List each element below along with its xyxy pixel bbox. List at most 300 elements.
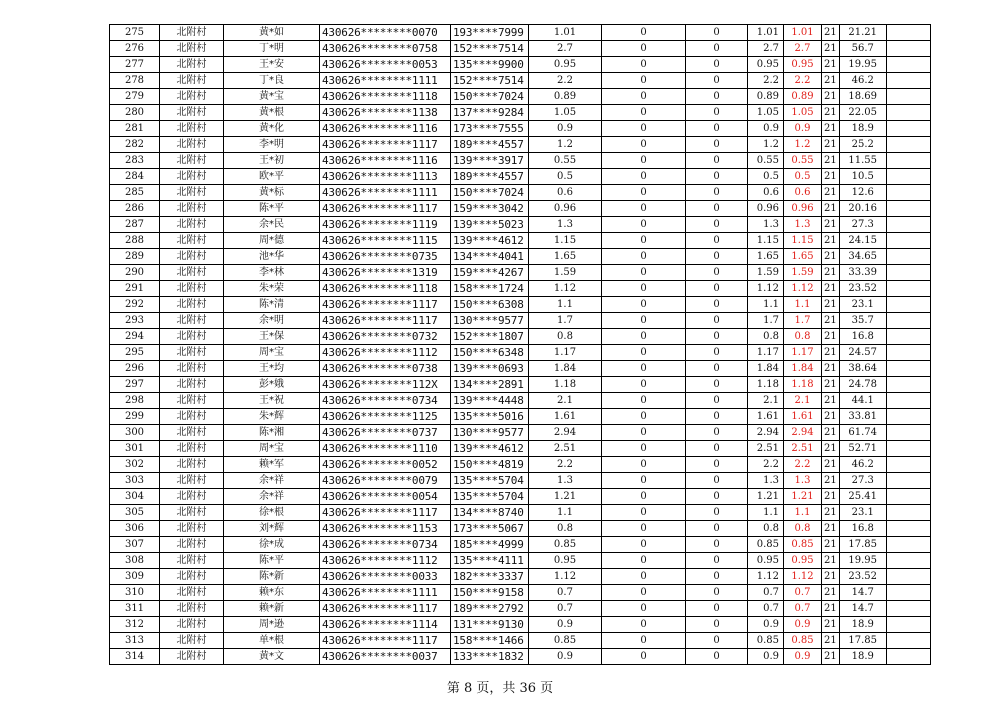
- empty-cell: [886, 633, 930, 649]
- table-row: [110, 185, 931, 201]
- rate-cell: 21: [822, 169, 840, 185]
- empty-cell: [886, 169, 930, 185]
- col-b-cell: 0: [686, 105, 748, 121]
- subtotal-cell: 0.95: [748, 553, 784, 569]
- phone-cell: 135****4111: [451, 553, 529, 569]
- subtotal-cell: 0.89: [748, 89, 784, 105]
- id-number-cell: 430626********1138: [320, 105, 451, 121]
- phone-cell: 150****6348: [451, 345, 529, 361]
- name-cell: 赖*东: [224, 585, 320, 601]
- name-cell: 余*民: [224, 217, 320, 233]
- rate-cell: 21: [822, 521, 840, 537]
- id-number-cell: 430626********1112: [320, 345, 451, 361]
- col-a-cell: 0: [602, 633, 686, 649]
- col-b-cell: 0: [686, 73, 748, 89]
- subtotal-cell: 0.9: [748, 617, 784, 633]
- rate-cell: 21: [822, 425, 840, 441]
- name-cell: 余*祥: [224, 489, 320, 505]
- area-cell: 2.94: [529, 425, 602, 441]
- table-row: [110, 585, 931, 601]
- col-b-cell: 0: [686, 649, 748, 665]
- confirmed-area-cell: 2.2: [784, 73, 822, 89]
- table-row: [110, 345, 931, 361]
- amount-cell: 27.3: [839, 473, 886, 489]
- row-index-cell: 314: [110, 649, 160, 665]
- subtotal-cell: 2.1: [748, 393, 784, 409]
- rate-cell: 21: [822, 201, 840, 217]
- rate-cell: 21: [822, 633, 840, 649]
- area-cell: 1.15: [529, 233, 602, 249]
- subtotal-cell: 1.15: [748, 233, 784, 249]
- village-cell: 北附村: [160, 233, 224, 249]
- amount-cell: 61.74: [839, 425, 886, 441]
- row-index-cell: 308: [110, 553, 160, 569]
- table-row: [110, 569, 931, 585]
- phone-cell: 150****7024: [451, 89, 529, 105]
- empty-cell: [886, 201, 930, 217]
- area-cell: 0.7: [529, 585, 602, 601]
- subtotal-cell: 0.6: [748, 185, 784, 201]
- table-row: [110, 153, 931, 169]
- row-index-cell: 275: [110, 25, 160, 41]
- table-row: [110, 473, 931, 489]
- name-cell: 周*逊: [224, 617, 320, 633]
- phone-cell: 185****4999: [451, 537, 529, 553]
- rate-cell: 21: [822, 409, 840, 425]
- row-index-cell: 278: [110, 73, 160, 89]
- col-a-cell: 0: [602, 313, 686, 329]
- name-cell: 王*祝: [224, 393, 320, 409]
- col-b-cell: 0: [686, 537, 748, 553]
- village-cell: 北附村: [160, 505, 224, 521]
- id-number-cell: 430626********1117: [320, 313, 451, 329]
- name-cell: 丁*明: [224, 41, 320, 57]
- col-b-cell: 0: [686, 25, 748, 41]
- rate-cell: 21: [822, 121, 840, 137]
- area-cell: 1.3: [529, 217, 602, 233]
- col-a-cell: 0: [602, 377, 686, 393]
- row-index-cell: 300: [110, 425, 160, 441]
- area-cell: 2.2: [529, 73, 602, 89]
- village-cell: 北附村: [160, 441, 224, 457]
- col-a-cell: 0: [602, 121, 686, 137]
- area-cell: 1.1: [529, 297, 602, 313]
- amount-cell: 35.7: [839, 313, 886, 329]
- table-row: [110, 329, 931, 345]
- id-number-cell: 430626********1125: [320, 409, 451, 425]
- subtotal-cell: 1.21: [748, 489, 784, 505]
- col-b-cell: 0: [686, 441, 748, 457]
- empty-cell: [886, 137, 930, 153]
- col-b-cell: 0: [686, 345, 748, 361]
- phone-cell: 150****7024: [451, 185, 529, 201]
- rate-cell: 21: [822, 57, 840, 73]
- col-a-cell: 0: [602, 505, 686, 521]
- village-cell: 北附村: [160, 217, 224, 233]
- confirmed-area-cell: 0.55: [784, 153, 822, 169]
- empty-cell: [886, 281, 930, 297]
- village-cell: 北附村: [160, 105, 224, 121]
- rate-cell: 21: [822, 281, 840, 297]
- row-index-cell: 277: [110, 57, 160, 73]
- name-cell: 黄*如: [224, 25, 320, 41]
- confirmed-area-cell: 1.12: [784, 281, 822, 297]
- row-index-cell: 279: [110, 89, 160, 105]
- id-number-cell: 430626********0758: [320, 41, 451, 57]
- table-row: [110, 265, 931, 281]
- area-cell: 0.96: [529, 201, 602, 217]
- col-b-cell: 0: [686, 585, 748, 601]
- row-index-cell: 313: [110, 633, 160, 649]
- amount-cell: 23.1: [839, 297, 886, 313]
- amount-cell: 22.05: [839, 105, 886, 121]
- empty-cell: [886, 249, 930, 265]
- col-b-cell: 0: [686, 425, 748, 441]
- area-cell: 1.65: [529, 249, 602, 265]
- table-row: [110, 649, 931, 665]
- subtotal-cell: 0.85: [748, 537, 784, 553]
- col-a-cell: 0: [602, 105, 686, 121]
- table-row: [110, 521, 931, 537]
- subtotal-cell: 0.95: [748, 57, 784, 73]
- name-cell: 徐*根: [224, 505, 320, 521]
- row-index-cell: 310: [110, 585, 160, 601]
- empty-cell: [886, 553, 930, 569]
- empty-cell: [886, 473, 930, 489]
- empty-cell: [886, 57, 930, 73]
- col-b-cell: 0: [686, 601, 748, 617]
- empty-cell: [886, 121, 930, 137]
- confirmed-area-cell: 1.01: [784, 25, 822, 41]
- col-a-cell: 0: [602, 617, 686, 633]
- subtotal-cell: 1.1: [748, 505, 784, 521]
- village-cell: 北附村: [160, 393, 224, 409]
- rate-cell: 21: [822, 297, 840, 313]
- phone-cell: 133****1832: [451, 649, 529, 665]
- amount-cell: 33.81: [839, 409, 886, 425]
- col-b-cell: 0: [686, 57, 748, 73]
- rate-cell: 21: [822, 473, 840, 489]
- empty-cell: [886, 105, 930, 121]
- table-row: [110, 537, 931, 553]
- col-a-cell: 0: [602, 585, 686, 601]
- subtotal-cell: 1.05: [748, 105, 784, 121]
- table-row: [110, 57, 931, 73]
- table-row: [110, 169, 931, 185]
- id-number-cell: 430626********1115: [320, 233, 451, 249]
- phone-cell: 137****9284: [451, 105, 529, 121]
- table-row: [110, 633, 931, 649]
- empty-cell: [886, 377, 930, 393]
- col-a-cell: 0: [602, 265, 686, 281]
- amount-cell: 18.9: [839, 649, 886, 665]
- rate-cell: 21: [822, 265, 840, 281]
- empty-cell: [886, 601, 930, 617]
- rate-cell: 21: [822, 41, 840, 57]
- empty-cell: [886, 73, 930, 89]
- phone-cell: 150****9158: [451, 585, 529, 601]
- village-cell: 北附村: [160, 553, 224, 569]
- confirmed-area-cell: 1.59: [784, 265, 822, 281]
- name-cell: 陈*新: [224, 569, 320, 585]
- amount-cell: 25.41: [839, 489, 886, 505]
- name-cell: 朱*荣: [224, 281, 320, 297]
- phone-cell: 135****5704: [451, 473, 529, 489]
- confirmed-area-cell: 1.21: [784, 489, 822, 505]
- id-number-cell: 430626********1117: [320, 297, 451, 313]
- confirmed-area-cell: 2.94: [784, 425, 822, 441]
- subtotal-cell: 1.2: [748, 137, 784, 153]
- subtotal-cell: 1.01: [748, 25, 784, 41]
- row-index-cell: 296: [110, 361, 160, 377]
- table-row: [110, 377, 931, 393]
- confirmed-area-cell: 1.18: [784, 377, 822, 393]
- col-b-cell: 0: [686, 569, 748, 585]
- rate-cell: 21: [822, 489, 840, 505]
- col-b-cell: 0: [686, 41, 748, 57]
- rate-cell: 21: [822, 153, 840, 169]
- col-b-cell: 0: [686, 329, 748, 345]
- row-index-cell: 294: [110, 329, 160, 345]
- village-cell: 北附村: [160, 57, 224, 73]
- village-cell: 北附村: [160, 169, 224, 185]
- area-cell: 0.9: [529, 617, 602, 633]
- name-cell: 黄*文: [224, 649, 320, 665]
- col-b-cell: 0: [686, 617, 748, 633]
- name-cell: 陈*平: [224, 201, 320, 217]
- village-cell: 北附村: [160, 201, 224, 217]
- row-index-cell: 287: [110, 217, 160, 233]
- empty-cell: [886, 409, 930, 425]
- empty-cell: [886, 393, 930, 409]
- col-b-cell: 0: [686, 185, 748, 201]
- rate-cell: 21: [822, 393, 840, 409]
- area-cell: 2.7: [529, 41, 602, 57]
- row-index-cell: 301: [110, 441, 160, 457]
- col-b-cell: 0: [686, 489, 748, 505]
- row-index-cell: 298: [110, 393, 160, 409]
- village-cell: 北附村: [160, 473, 224, 489]
- col-b-cell: 0: [686, 505, 748, 521]
- col-a-cell: 0: [602, 649, 686, 665]
- confirmed-area-cell: 0.95: [784, 57, 822, 73]
- area-cell: 0.7: [529, 601, 602, 617]
- id-number-cell: 430626********112X: [320, 377, 451, 393]
- col-a-cell: 0: [602, 441, 686, 457]
- rate-cell: 21: [822, 649, 840, 665]
- row-index-cell: 312: [110, 617, 160, 633]
- col-a-cell: 0: [602, 25, 686, 41]
- rate-cell: 21: [822, 249, 840, 265]
- subtotal-cell: 0.9: [748, 121, 784, 137]
- id-number-cell: 430626********1116: [320, 121, 451, 137]
- col-b-cell: 0: [686, 89, 748, 105]
- id-number-cell: 430626********0037: [320, 649, 451, 665]
- subtotal-cell: 0.7: [748, 585, 784, 601]
- empty-cell: [886, 457, 930, 473]
- village-cell: 北附村: [160, 633, 224, 649]
- phone-cell: 130****9577: [451, 313, 529, 329]
- amount-cell: 14.7: [839, 585, 886, 601]
- village-cell: 北附村: [160, 377, 224, 393]
- row-index-cell: 280: [110, 105, 160, 121]
- phone-cell: 134****2891: [451, 377, 529, 393]
- col-a-cell: 0: [602, 601, 686, 617]
- col-b-cell: 0: [686, 553, 748, 569]
- phone-cell: 189****2792: [451, 601, 529, 617]
- village-cell: 北附村: [160, 521, 224, 537]
- confirmed-area-cell: 1.3: [784, 473, 822, 489]
- area-cell: 2.1: [529, 393, 602, 409]
- id-number-cell: 430626********0070: [320, 25, 451, 41]
- id-number-cell: 430626********0738: [320, 361, 451, 377]
- subtotal-cell: 1.12: [748, 281, 784, 297]
- subtotal-cell: 0.7: [748, 601, 784, 617]
- empty-cell: [886, 25, 930, 41]
- confirmed-area-cell: 1.15: [784, 233, 822, 249]
- area-cell: 0.9: [529, 649, 602, 665]
- col-b-cell: 0: [686, 521, 748, 537]
- table-row: [110, 73, 931, 89]
- id-number-cell: 430626********0734: [320, 393, 451, 409]
- row-index-cell: 309: [110, 569, 160, 585]
- confirmed-area-cell: 1.7: [784, 313, 822, 329]
- id-number-cell: 430626********0734: [320, 537, 451, 553]
- amount-cell: 14.7: [839, 601, 886, 617]
- confirmed-area-cell: 1.3: [784, 217, 822, 233]
- empty-cell: [886, 185, 930, 201]
- col-a-cell: 0: [602, 329, 686, 345]
- name-cell: 黄*化: [224, 121, 320, 137]
- area-cell: 1.05: [529, 105, 602, 121]
- confirmed-area-cell: 0.89: [784, 89, 822, 105]
- rate-cell: 21: [822, 377, 840, 393]
- name-cell: 徐*成: [224, 537, 320, 553]
- village-cell: 北附村: [160, 329, 224, 345]
- col-a-cell: 0: [602, 153, 686, 169]
- col-a-cell: 0: [602, 89, 686, 105]
- subtotal-cell: 2.94: [748, 425, 784, 441]
- rate-cell: 21: [822, 361, 840, 377]
- subtotal-cell: 0.5: [748, 169, 784, 185]
- rate-cell: 21: [822, 329, 840, 345]
- id-number-cell: 430626********1113: [320, 169, 451, 185]
- col-a-cell: 0: [602, 249, 686, 265]
- row-index-cell: 285: [110, 185, 160, 201]
- col-a-cell: 0: [602, 169, 686, 185]
- col-a-cell: 0: [602, 57, 686, 73]
- phone-cell: 139****0693: [451, 361, 529, 377]
- empty-cell: [886, 649, 930, 665]
- area-cell: 1.12: [529, 281, 602, 297]
- area-cell: 1.84: [529, 361, 602, 377]
- area-cell: 2.51: [529, 441, 602, 457]
- name-cell: 朱*辉: [224, 409, 320, 425]
- confirmed-area-cell: 1.1: [784, 297, 822, 313]
- col-b-cell: 0: [686, 361, 748, 377]
- name-cell: 刘*辉: [224, 521, 320, 537]
- row-index-cell: 276: [110, 41, 160, 57]
- table-row: [110, 457, 931, 473]
- area-cell: 0.85: [529, 537, 602, 553]
- area-cell: 1.12: [529, 569, 602, 585]
- amount-cell: 27.3: [839, 217, 886, 233]
- id-number-cell: 430626********0033: [320, 569, 451, 585]
- phone-cell: 150****4819: [451, 457, 529, 473]
- empty-cell: [886, 153, 930, 169]
- empty-cell: [886, 297, 930, 313]
- name-cell: 王*初: [224, 153, 320, 169]
- village-cell: 北附村: [160, 185, 224, 201]
- row-index-cell: 288: [110, 233, 160, 249]
- phone-cell: 134****8740: [451, 505, 529, 521]
- empty-cell: [886, 521, 930, 537]
- village-cell: 北附村: [160, 617, 224, 633]
- amount-cell: 24.78: [839, 377, 886, 393]
- area-cell: 0.89: [529, 89, 602, 105]
- empty-cell: [886, 313, 930, 329]
- col-b-cell: 0: [686, 153, 748, 169]
- col-b-cell: 0: [686, 201, 748, 217]
- table-row: [110, 233, 931, 249]
- amount-cell: 10.5: [839, 169, 886, 185]
- phone-cell: 131****9130: [451, 617, 529, 633]
- table-row: [110, 89, 931, 105]
- name-cell: 欧*平: [224, 169, 320, 185]
- table-row: [110, 313, 931, 329]
- area-cell: 2.2: [529, 457, 602, 473]
- rate-cell: 21: [822, 505, 840, 521]
- subtotal-cell: 2.2: [748, 457, 784, 473]
- village-cell: 北附村: [160, 153, 224, 169]
- table-row: [110, 505, 931, 521]
- row-index-cell: 291: [110, 281, 160, 297]
- name-cell: 池*华: [224, 249, 320, 265]
- empty-cell: [886, 441, 930, 457]
- phone-cell: 139****4448: [451, 393, 529, 409]
- area-cell: 1.7: [529, 313, 602, 329]
- row-index-cell: 297: [110, 377, 160, 393]
- id-number-cell: 430626********1117: [320, 137, 451, 153]
- empty-cell: [886, 89, 930, 105]
- confirmed-area-cell: 1.1: [784, 505, 822, 521]
- row-index-cell: 304: [110, 489, 160, 505]
- village-cell: 北附村: [160, 73, 224, 89]
- subtotal-cell: 2.51: [748, 441, 784, 457]
- area-cell: 0.95: [529, 57, 602, 73]
- village-cell: 北附村: [160, 121, 224, 137]
- col-b-cell: 0: [686, 297, 748, 313]
- phone-cell: 135****5704: [451, 489, 529, 505]
- amount-cell: 16.8: [839, 329, 886, 345]
- name-cell: 彭*娥: [224, 377, 320, 393]
- row-index-cell: 283: [110, 153, 160, 169]
- id-number-cell: 430626********0052: [320, 457, 451, 473]
- phone-cell: 135****9900: [451, 57, 529, 73]
- name-cell: 周*宝: [224, 345, 320, 361]
- name-cell: 黄*根: [224, 105, 320, 121]
- confirmed-area-cell: 0.95: [784, 553, 822, 569]
- id-number-cell: 430626********1319: [320, 265, 451, 281]
- col-b-cell: 0: [686, 457, 748, 473]
- village-cell: 北附村: [160, 409, 224, 425]
- name-cell: 陈*平: [224, 553, 320, 569]
- table-row: [110, 489, 931, 505]
- id-number-cell: 430626********0053: [320, 57, 451, 73]
- confirmed-area-cell: 1.84: [784, 361, 822, 377]
- col-a-cell: 0: [602, 201, 686, 217]
- col-a-cell: 0: [602, 217, 686, 233]
